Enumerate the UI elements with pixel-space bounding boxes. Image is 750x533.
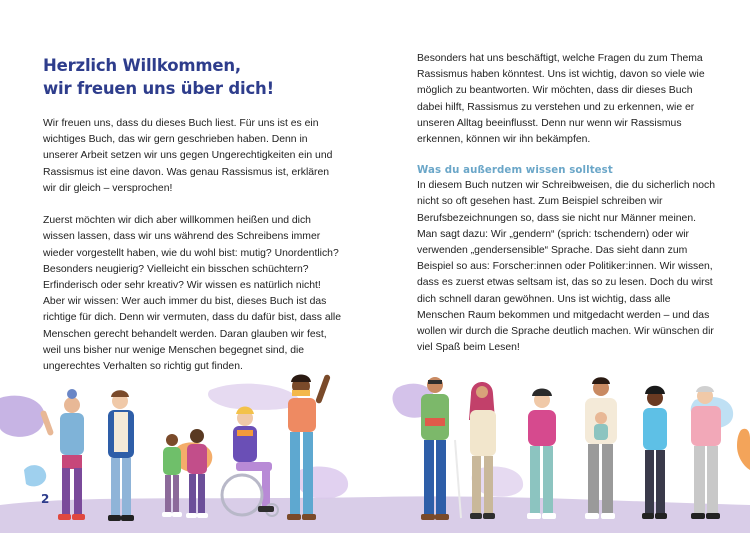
person-with-baby-figure [585,377,617,519]
left-paragraph-2: Zuerst möchten wir dich aber willkommen heißen und dich wissen lassen, dass wir uns während des Schreibens immer wieder vorgestellt haben, wie du wohl bist: mutig? Unordentlich? Besonders neugierig? Vielleicht ein bisschen schüchtern? Erfinderisch oder sehr kreativ? Wir wissen es natürlich nicht! Aber wir wissen: Wer auch immer du bist, dieses Buch ist das richtige für dich. Denn wir vermuten, dass du dafür bist, dass alle Menschen gerecht behandelt werden. Daran glauben wir fest, weil uns bisher nur wenige Menschen begegnet sind, die ungerechtes Verhalten so richtig gut finden. [43,215,342,373]
title-line-2: wir freuen uns über dich! [43,79,274,98]
right-illustration [375,0,750,533]
blob-purple-right [208,384,300,410]
right-paragraph-2: In diesem Buch nutzen wir Schreibweisen, die du sicherlich noch nicht so oft gesehen hast. Zum Beispiel schreiben wir Berufsbezeichnungen so, dass sie nicht nur Männer meinen. Man sagt dazu: Wir „gendern“ (sprich: tschendern) oder wir verwenden „gendersensible“ Sprache. Das sieht dann zum Beispiel so aus: Forscher:innen oder Politiker:innen. Wir wissen, dass es zuerst etwas seltsam ist, das so zu lesen. Doch du wirst dich schnell daran gewöhnen. Uns ist wichtig, dass alle Menschen Raum bekommen und mitgedacht werden – und das wollen wir durch die Sprache deutlich machen. Wir wünschen dir viel Spaß beim Lesen! [417,180,716,354]
section-subheading: Was du außerdem wissen solltest [417,165,613,177]
blob-orange [737,429,750,470]
left-paragraph-1: Wir freuen uns, dass du dieses Buch liest. Für uns ist es ein wichtiges Buch, das wir gern geschrieben haben. Denn in unserer Arbeit setzen wir uns gegen Ungerechtigkeiten ein und Rassismus ist eine davon. Was genau Rassismus ist, erklären wir dir gleich – versprochen! [43,118,333,194]
right-page [375,0,750,533]
blob-blue [24,465,46,486]
right-paragraph-1: Besonders hat uns beschäftigt, welche Fragen du zum Thema Rassismus haben könntest. Uns ist wichtig, davon so viele wie möglich zu beantworten. Wir möchten, dass dir dieses Buch dabei hilft, Rassismus zu verstehen und zu erkennen, wie er unseren Alltag beeinflusst. Denn nur wenn wir Rassismus erkennen, können wir ihn bekämpfen. [417,53,705,146]
person-figure [642,386,667,519]
title-line-1: Herzlich Willkommen, [43,56,241,75]
page-number: 2 [41,492,50,506]
blob-purple-left [0,396,45,437]
